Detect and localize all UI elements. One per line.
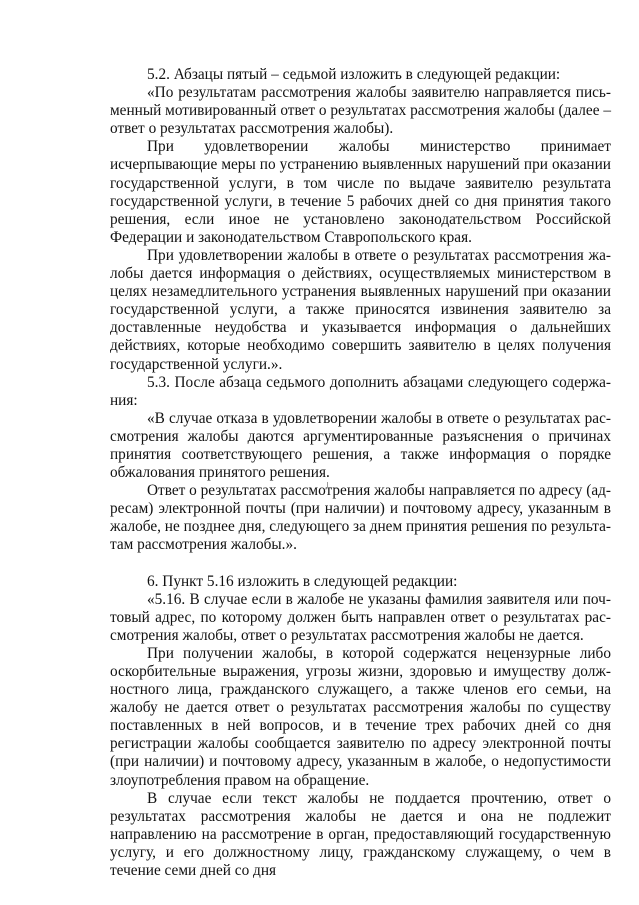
scan-mark (327, 482, 332, 488)
paragraph-unreadable-complaint: В случае если текст жалобы не поддается прочтению, ответ о результатах рассмотрения жалобы не дается и она не подлежит направлению на рассмотрение в орган, предоставляющий государственную услугу, и его должностному лицу, гражданскому служащему, о чем в течение семи дней со дня (110, 789, 611, 880)
paragraph-5-2-heading: 5.2. Абзацы пятый – седьмой изложить в следующей редакции: (147, 66, 561, 83)
paragraph-satisfaction-measures: При удовлетворении жалобы министерство принимает исчерпывающие меры по устранению выявленных нарушений при оказании государственной услуги, в том числе по выдаче заявителю результата государственной услуги, в течение 5 рабочих дней со дня принятия такого решения, если иное не установлено законодательством Российской Федерации и законодательством Ставропольского края. (110, 138, 611, 246)
section-gap (110, 555, 611, 573)
paragraph-obscene-complaint: При получении жалобы, в которой содержатся нецензурные либо оскорбительные выражения, угрозы жизни, здоровью и имуществу должностного лица, гражданского служащего, а также членов его семьи, на жалобу не дается ответ о результатах рассмотрения жалобы по существу поставленных в ней вопросов, и в течение трех рабочих дней со дня регистрации жалобы сообщается заявителю по адресу электронной почты (при наличии) и почтовому адресу, указанным в жалобе, о недопустимости злоупотребления правом на обращение. (110, 644, 611, 789)
paragraph-5-16: «5.16. В случае если в жалобе не указаны фамилия заявителя или почтовый адрес, по которому должен быть направлен ответ о результатах рассмотрения жалобы, ответ о результатах рассмотрения жалобы не дается. (110, 590, 611, 644)
paragraph-6-heading: 6. Пункт 5.16 изложить в следующей редакции: (147, 572, 458, 590)
paragraph-satisfaction-info: При удовлетворении жалобы в ответе о результатах рассмотрения жалобы дается информация о действиях, осуществляемых министерством в целях незамедлительного устранения выявленных нарушений при оказании государственной услуги, а также приносятся извинения заявителю за доставленные неудобства и указывается информация о дальнейших действиях, которые необходимо совершить заявителю в целях получения государственной услуги.». (110, 246, 611, 373)
paragraph-5-3-heading: 5.3. После абзаца седьмого дополнить абзацами следующего содержания: (110, 373, 611, 409)
paragraph-response-sent: «По результатам рассмотрения жалобы заявителю направляется письменный мотивированный ответ о результатах рассмотрения жалобы (далее – ответ о результатах рассмотрения жалобы). (110, 84, 611, 138)
paragraph-refusal-explanation: «В случае отказа в удовлетворении жалобы в ответе о результатах рассмотрения жалобы даются аргументированные разъяснения о причинах принятия соответствующего решения, а также информация о порядке обжалования принятого решения. (110, 409, 611, 482)
paragraph-response-address: Ответ о результатах рассмотрения жалобы направляется по адресу (адресам) электронной почты (при наличии) и почтовому адресу, указанным в жалобе, не позднее дня, следующего за днем принятия решения по результатам рассмотрения жалобы.». (110, 482, 612, 554)
